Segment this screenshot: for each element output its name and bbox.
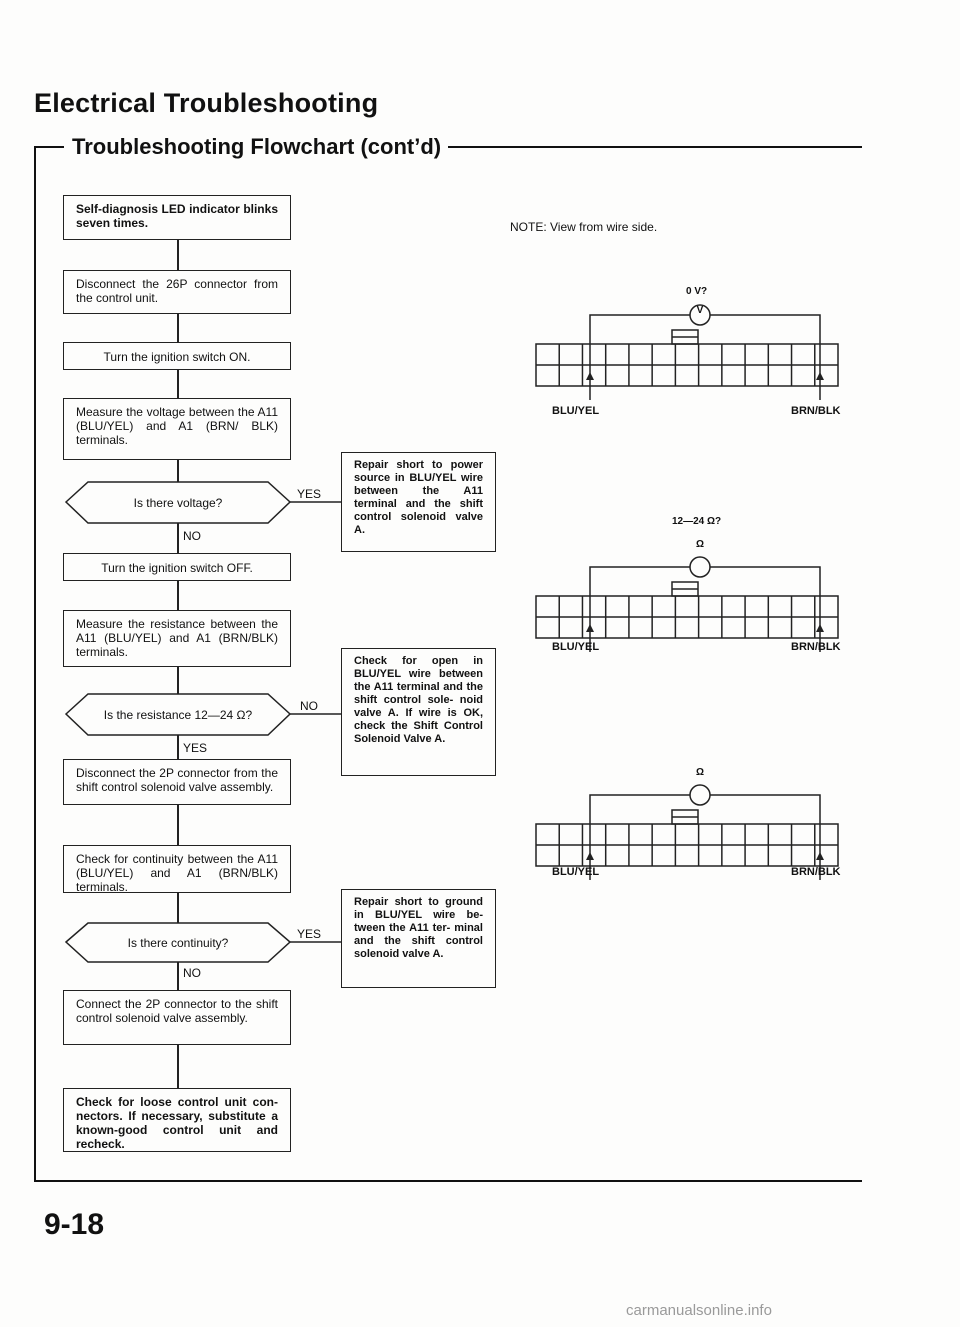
step-measure-voltage: Measure the voltage between the A11 (BLU/YEL) and A1 (BRN/ BLK) terminals. bbox=[63, 398, 291, 460]
wire-label-blu-yel: BLU/YEL bbox=[552, 405, 600, 417]
no-label: NO bbox=[183, 966, 201, 980]
result-short-to-power: Repair short to power source in BLU/YEL wire between the A11 terminal and the shift control solenoid valve A. bbox=[341, 452, 496, 552]
step-led-blinks: Self-diagnosis LED indicator blinks seven times. bbox=[63, 195, 291, 240]
step-ignition-on: Turn the ignition switch ON. bbox=[63, 342, 291, 370]
watermark: carmanualsonline.info bbox=[626, 1302, 772, 1319]
result-check-open: Check for open in BLU/YEL wire between the A11 terminal and the shift control sole- noid valve A. If wire is OK, check the Shift Control Solenoid Valve A. bbox=[341, 648, 496, 776]
probe-arrow-right bbox=[816, 624, 824, 632]
meter-symbol-continuity: Ω bbox=[695, 767, 705, 778]
measure-voltage: 0 V? bbox=[686, 286, 708, 297]
probe-arrow-right bbox=[816, 852, 824, 860]
step-connect-2p: Connect the 2P connector to the shift control solenoid valve assembly. bbox=[63, 990, 291, 1045]
result-short-to-ground: Repair short to ground in BLU/YEL wire be- tween the A11 ter- minal and the shift control solenoid valve A. bbox=[341, 889, 496, 988]
decision-voltage: Is there voltage? bbox=[133, 496, 223, 510]
meter-symbol-voltage: V bbox=[696, 305, 704, 316]
connector-diagram-voltage bbox=[536, 305, 838, 400]
meter-circle bbox=[690, 785, 710, 805]
connector-diagram-resistance bbox=[536, 557, 838, 652]
step-check-loose-connectors: Check for loose control unit con- nectors. If necessary, substitute a known-good control unit and recheck. bbox=[63, 1088, 291, 1152]
view-note: NOTE: View from wire side. bbox=[510, 220, 658, 234]
probe-arrow-left bbox=[586, 624, 594, 632]
step-disconnect-26p: Disconnect the 26P connector from the control unit. bbox=[63, 270, 291, 314]
step-disconnect-2p: Disconnect the 2P connector from the shift control solenoid valve assembly. bbox=[63, 759, 291, 805]
yes-label: YES bbox=[297, 927, 322, 941]
probe-arrow-left bbox=[586, 372, 594, 380]
probe-arrow-left bbox=[586, 852, 594, 860]
lead-wire-right bbox=[710, 567, 820, 652]
no-label: NO bbox=[300, 699, 318, 713]
wire-label-brn-blk: BRN/BLK bbox=[791, 641, 841, 653]
page-number: 9-18 bbox=[44, 1208, 105, 1241]
yes-label: YES bbox=[297, 487, 322, 501]
page-title: Electrical Troubleshooting bbox=[34, 88, 379, 118]
meter-symbol-resistance: Ω bbox=[695, 539, 705, 550]
decision-continuity: Is there continuity? bbox=[127, 936, 229, 950]
step-ignition-off: Turn the ignition switch OFF. bbox=[63, 553, 291, 581]
wire-label-brn-blk: BRN/BLK bbox=[791, 866, 841, 878]
lead-wire-right bbox=[710, 315, 820, 400]
wire-label-blu-yel: BLU/YEL bbox=[552, 866, 600, 878]
meter-circle bbox=[690, 557, 710, 577]
no-label: NO bbox=[183, 529, 201, 543]
step-check-continuity: Check for continuity between the A11 (BLU/YEL) and A1 (BRN/BLK) terminals. bbox=[63, 845, 291, 893]
measure-resistance: 12—24 Ω? bbox=[672, 516, 722, 527]
wire-label-blu-yel: BLU/YEL bbox=[552, 641, 600, 653]
yes-label: YES bbox=[183, 741, 208, 755]
probe-arrow-right bbox=[816, 372, 824, 380]
decision-resistance: Is the resistance 12—24 Ω? bbox=[103, 708, 253, 722]
wire-label-brn-blk: BRN/BLK bbox=[791, 405, 841, 417]
step-measure-resistance: Measure the resistance between the A11 (BLU/YEL) and A1 (BRN/BLK) terminals. bbox=[63, 610, 291, 667]
section-subtitle: Troubleshooting Flowchart (cont’d) bbox=[72, 134, 442, 159]
